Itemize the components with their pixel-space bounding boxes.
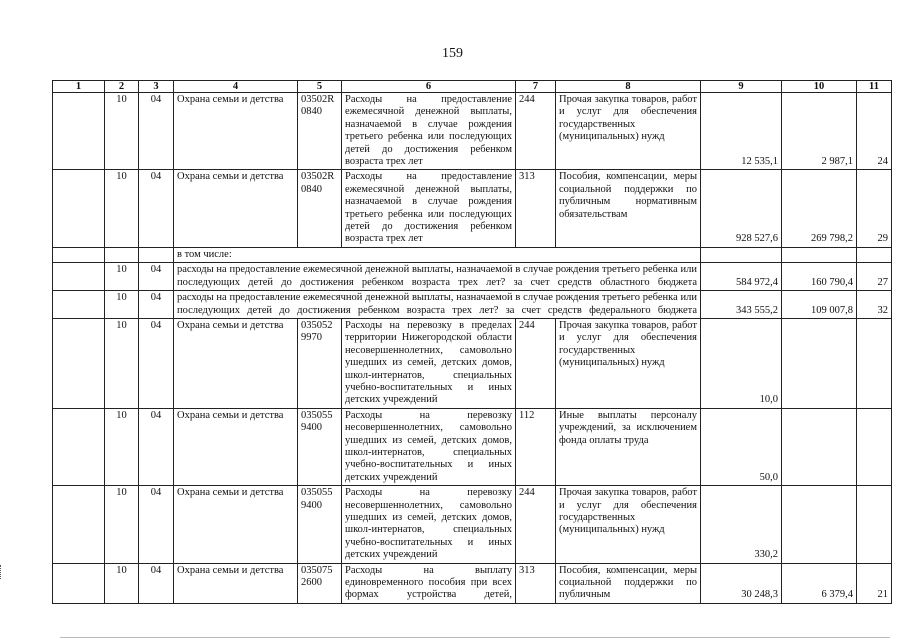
cell-amount-2: 269 798,2	[782, 170, 857, 247]
cell-expense-type: Пособия, компенсации, меры социальной поддержки по публичным нормативным обязательствам	[556, 170, 701, 247]
cell-empty	[105, 247, 139, 262]
cell-empty	[53, 318, 105, 408]
cell-name: Охрана семьи и детства	[174, 486, 298, 563]
cell-expense-code: 244	[516, 486, 556, 563]
col-header-11: 11	[857, 81, 892, 93]
cell-subsection: 04	[139, 263, 174, 291]
cell-amount-2	[782, 486, 857, 563]
cell-expense-type: Иные выплаты персоналу учреждений, за исключением фонда оплаты труда	[556, 408, 701, 485]
cell-subsection: 04	[139, 170, 174, 247]
scan-edge-mark	[0, 565, 3, 579]
cell-amount: 928 527,6	[701, 170, 782, 247]
col-header-2: 2	[105, 81, 139, 93]
cell-expense-code: 112	[516, 408, 556, 485]
cell-name: Охрана семьи и детства	[174, 93, 298, 170]
cell-amount-2: 109 007,8	[782, 291, 857, 319]
cell-subsection: 04	[139, 318, 174, 408]
page-number: 159	[442, 46, 463, 61]
cell-empty	[53, 408, 105, 485]
note-row	[53, 247, 892, 262]
cell-amount-2	[782, 408, 857, 485]
cell-percent: 29	[857, 170, 892, 247]
cell-empty	[782, 247, 857, 262]
cell-target-code: 035075 2600	[298, 563, 342, 603]
table-row	[53, 408, 892, 485]
cell-percent: 27	[857, 263, 892, 291]
cell-subsection: 04	[139, 563, 174, 603]
cell-amount-2: 160 790,4	[782, 263, 857, 291]
cell-amount: 584 972,4	[701, 263, 782, 291]
cell-expense-code: 244	[516, 318, 556, 408]
cell-target-code: 03502R 0840	[298, 93, 342, 170]
cell-empty	[53, 486, 105, 563]
table-row	[53, 93, 892, 170]
cell-empty	[53, 93, 105, 170]
cell-amount: 50,0	[701, 408, 782, 485]
cell-empty	[857, 247, 892, 262]
header-row	[53, 81, 892, 93]
cell-subsection: 04	[139, 93, 174, 170]
cell-empty	[53, 170, 105, 247]
cell-expense-type: Прочая закупка товаров, работ и услуг для обеспечения государственных (муниципальных) нужд	[556, 93, 701, 170]
cell-merged-description: расходы на предоставление ежемесячной денежной выплаты, назначаемой в случае рождения третьего ребенка или последующих детей до достижения ребенком возраста трех лет? за счет средств областного бюджета	[174, 263, 701, 291]
cell-name: Охрана семьи и детства	[174, 170, 298, 247]
cell-amount-2: 2 987,1	[782, 93, 857, 170]
cell-section: 10	[105, 170, 139, 247]
cell-description: Расходы на перевозку несовершеннолетних, самовольно ушедших из семей, детских домов, школ-интернатов, специальных учебно-воспитательных и иных детских учреждений	[342, 408, 516, 485]
cell-amount-2: 6 379,4	[782, 563, 857, 603]
cell-amount-2	[782, 318, 857, 408]
cell-expense-type: Прочая закупка товаров, работ и услуг для обеспечения государственных (муниципальных) нужд	[556, 318, 701, 408]
cell-target-code: 035055 9400	[298, 408, 342, 485]
cell-section: 10	[105, 318, 139, 408]
cell-empty	[53, 263, 105, 291]
cell-description: Расходы на выплату единовременного пособия при всех формах устройства детей,	[342, 563, 516, 603]
cell-section: 10	[105, 408, 139, 485]
col-header-6: 6	[342, 81, 516, 93]
table-row	[53, 563, 892, 603]
cell-expense-type: Пособия, компенсации, меры социальной поддержки по публичным	[556, 563, 701, 603]
cell-amount: 343 555,2	[701, 291, 782, 319]
cell-section: 10	[105, 291, 139, 319]
table-row	[53, 263, 892, 291]
cell-name: Охрана семьи и детства	[174, 408, 298, 485]
cell-name: Охрана семьи и детства	[174, 318, 298, 408]
cell-name: Охрана семьи и детства	[174, 563, 298, 603]
cell-empty	[53, 291, 105, 319]
cell-amount: 12 535,1	[701, 93, 782, 170]
col-header-5: 5	[298, 81, 342, 93]
col-header-4: 4	[174, 81, 298, 93]
cell-description: Расходы на перевозку в пределах территории Нижегородской области несовершеннолетних, самовольно ушедших из семей, детских домов, школ-интернатов, специальных учебно-воспитательных и иных детских учреждений	[342, 318, 516, 408]
cell-empty	[701, 247, 782, 262]
cell-percent: 21	[857, 563, 892, 603]
cell-description: Расходы на предоставление ежемесячной денежной выплаты, назначаемой в случае рождения третьего ребенка или последующих детей до достижения ребенком возраста трех лет	[342, 170, 516, 247]
cell-section: 10	[105, 486, 139, 563]
cell-expense-type: Прочая закупка товаров, работ и услуг для обеспечения государственных (муниципальных) нужд	[556, 486, 701, 563]
cell-expense-code: 313	[516, 170, 556, 247]
col-header-10: 10	[782, 81, 857, 93]
cell-empty	[53, 247, 105, 262]
cell-amount: 330,2	[701, 486, 782, 563]
cell-subsection: 04	[139, 291, 174, 319]
cell-section: 10	[105, 263, 139, 291]
table-row	[53, 318, 892, 408]
cell-amount: 10,0	[701, 318, 782, 408]
cell-target-code: 035052 9970	[298, 318, 342, 408]
cell-empty	[139, 247, 174, 262]
table-row	[53, 170, 892, 247]
cell-target-code: 03502R 0840	[298, 170, 342, 247]
scan-bottom-line	[60, 637, 890, 638]
cell-percent	[857, 318, 892, 408]
col-header-1: 1	[53, 81, 105, 93]
col-header-7: 7	[516, 81, 556, 93]
cell-section: 10	[105, 93, 139, 170]
cell-expense-code: 313	[516, 563, 556, 603]
table-row	[53, 291, 892, 319]
cell-subsection: 04	[139, 408, 174, 485]
cell-description: Расходы на предоставление ежемесячной денежной выплаты, назначаемой в случае рождения третьего ребенка или последующих детей до достижения ребенком возраста трех лет	[342, 93, 516, 170]
table-row	[53, 486, 892, 563]
col-header-8: 8	[556, 81, 701, 93]
cell-percent: 32	[857, 291, 892, 319]
col-header-3: 3	[139, 81, 174, 93]
budget-table	[52, 80, 892, 604]
cell-percent	[857, 486, 892, 563]
cell-empty	[53, 563, 105, 603]
cell-percent: 24	[857, 93, 892, 170]
note-text: в том числе:	[174, 247, 701, 262]
cell-description: Расходы на перевозку несовершеннолетних, самовольно ушедших из семей, детских домов, школ-интернатов, специальных учебно-воспитательных и иных детских учреждений	[342, 486, 516, 563]
cell-section: 10	[105, 563, 139, 603]
col-header-9: 9	[701, 81, 782, 93]
cell-merged-description: расходы на предоставление ежемесячной денежной выплаты, назначаемой в случае рождения третьего ребенка или последующих детей до достижения ребенком возраста трех лет? за счет средств федерального бюджета	[174, 291, 701, 319]
cell-percent	[857, 408, 892, 485]
cell-subsection: 04	[139, 486, 174, 563]
cell-target-code: 035055 9400	[298, 486, 342, 563]
cell-expense-code: 244	[516, 93, 556, 170]
cell-amount: 30 248,3	[701, 563, 782, 603]
